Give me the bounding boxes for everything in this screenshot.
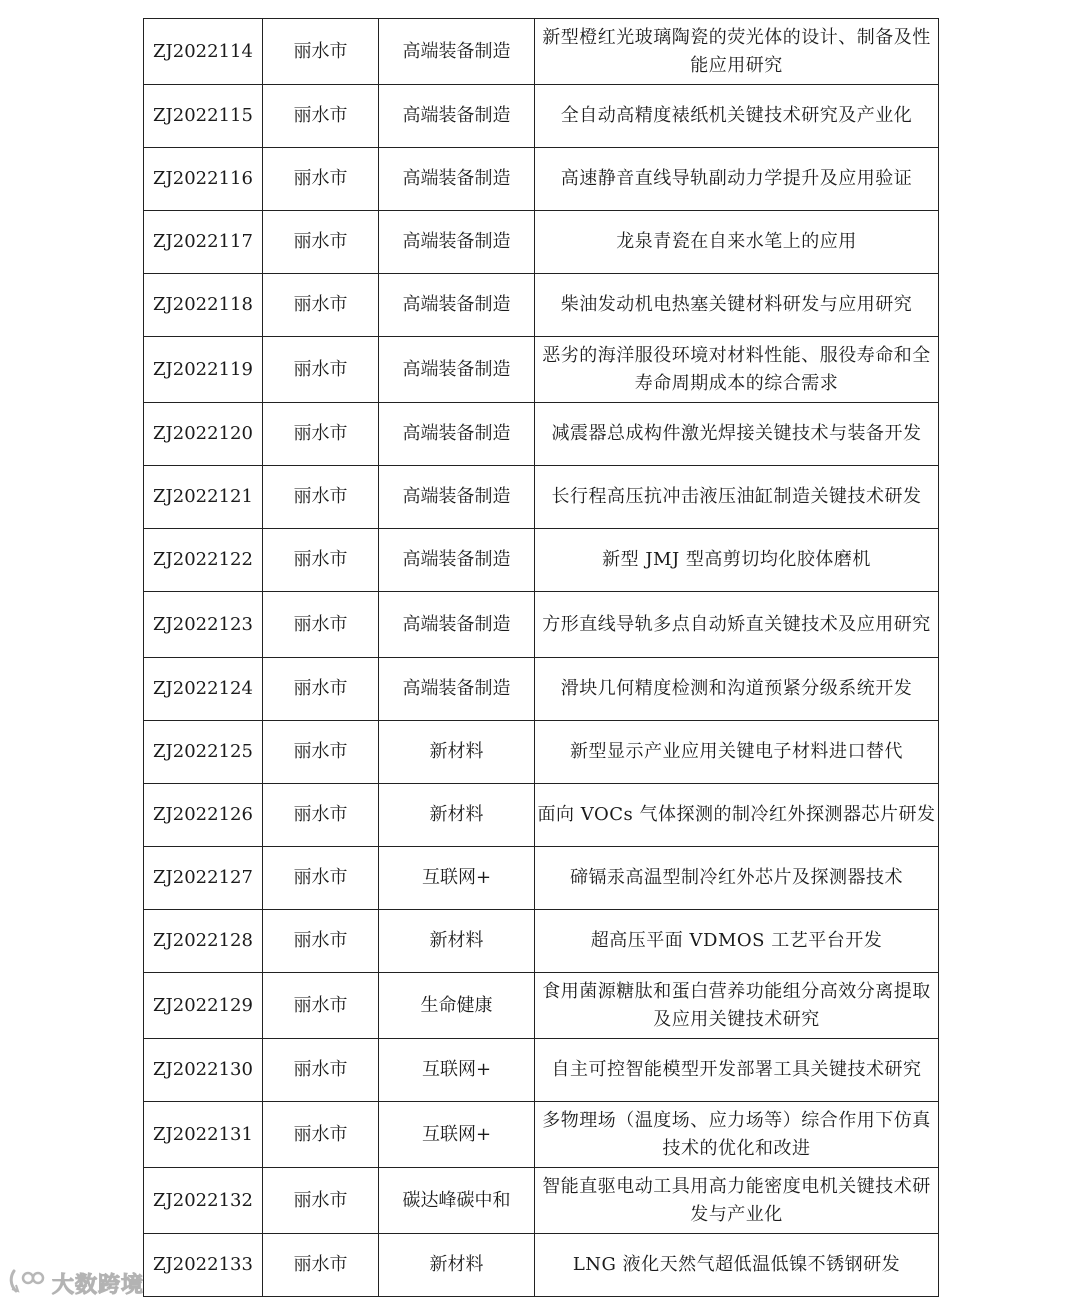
table-row: [144, 529, 939, 592]
project-id-cell: ZJ2022115: [144, 85, 263, 148]
project-id-cell: ZJ2022116: [144, 148, 263, 211]
project-id-cell: ZJ2022131: [144, 1102, 263, 1168]
project-title-cell: 高速静音直线导轨副动力学提升及应用验证: [535, 148, 939, 211]
project-id-cell: ZJ2022132: [144, 1168, 263, 1234]
field-cell: 新材料: [379, 721, 535, 784]
project-id-cell: ZJ2022126: [144, 784, 263, 847]
field-cell: 新材料: [379, 784, 535, 847]
city-cell: 丽水市: [263, 1039, 379, 1102]
project-title-cell: 新型橙红光玻璃陶瓷的荧光体的设计、制备及性能应用研究: [535, 19, 939, 85]
city-cell: 丽水市: [263, 1102, 379, 1168]
table-row: [144, 658, 939, 721]
project-id-cell: ZJ2022128: [144, 910, 263, 973]
city-cell: 丽水市: [263, 85, 379, 148]
field-cell: 互联网+: [379, 1102, 535, 1168]
project-title-cell: 长行程高压抗冲击液压油缸制造关键技术研发: [535, 466, 939, 529]
city-cell: 丽水市: [263, 973, 379, 1039]
project-title-cell: 新型显示产业应用关键电子材料进口替代: [535, 721, 939, 784]
city-cell: 丽水市: [263, 403, 379, 466]
project-id-cell: ZJ2022130: [144, 1039, 263, 1102]
project-title-cell: 滑块几何精度检测和沟道预紧分级系统开发: [535, 658, 939, 721]
project-title-cell: 方形直线导轨多点自动矫直关键技术及应用研究: [535, 592, 939, 658]
project-id-cell: ZJ2022117: [144, 211, 263, 274]
table-row: [144, 337, 939, 403]
field-cell: 碳达峰碳中和: [379, 1168, 535, 1234]
watermark-text: 大数跨境: [52, 1272, 145, 1298]
project-title-cell: 柴油发动机电热塞关键材料研发与应用研究: [535, 274, 939, 337]
table-row: [144, 85, 939, 148]
project-title-cell: 多物理场（温度场、应力场等）综合作用下仿真技术的优化和改进: [535, 1102, 939, 1168]
table-row: [144, 784, 939, 847]
field-cell: 高端装备制造: [379, 148, 535, 211]
field-cell: 高端装备制造: [379, 274, 535, 337]
project-title-cell: 全自动高精度裱纸机关键技术研究及产业化: [535, 85, 939, 148]
field-cell: 生命健康: [379, 973, 535, 1039]
table-row: [144, 211, 939, 274]
project-id-cell: ZJ2022127: [144, 847, 263, 910]
city-cell: 丽水市: [263, 337, 379, 403]
table-row: [144, 1039, 939, 1102]
table-row: [144, 1102, 939, 1168]
city-cell: 丽水市: [263, 19, 379, 85]
project-table-body: [144, 19, 939, 1297]
project-id-cell: ZJ2022121: [144, 466, 263, 529]
field-cell: 新材料: [379, 910, 535, 973]
city-cell: 丽水市: [263, 148, 379, 211]
field-cell: 高端装备制造: [379, 85, 535, 148]
project-title-cell: 龙泉青瓷在自来水笔上的应用: [535, 211, 939, 274]
project-id-cell: ZJ2022123: [144, 592, 263, 658]
project-id-cell: ZJ2022125: [144, 721, 263, 784]
field-cell: 高端装备制造: [379, 19, 535, 85]
field-cell: 高端装备制造: [379, 211, 535, 274]
city-cell: 丽水市: [263, 592, 379, 658]
city-cell: 丽水市: [263, 211, 379, 274]
project-title-cell: 减震器总成构件激光焊接关键技术与装备开发: [535, 403, 939, 466]
project-title-cell: 智能直驱电动工具用高力能密度电机关键技术研发与产业化: [535, 1168, 939, 1234]
project-id-cell: ZJ2022124: [144, 658, 263, 721]
project-table: [143, 18, 939, 1297]
table-row: [144, 19, 939, 85]
table-row: [144, 274, 939, 337]
table-row: [144, 403, 939, 466]
field-cell: 互联网+: [379, 847, 535, 910]
field-cell: 高端装备制造: [379, 466, 535, 529]
city-cell: 丽水市: [263, 1234, 379, 1297]
city-cell: 丽水市: [263, 910, 379, 973]
city-cell: 丽水市: [263, 658, 379, 721]
project-id-cell: ZJ2022118: [144, 274, 263, 337]
project-title-cell: 恶劣的海洋服役环境对材料性能、服役寿命和全寿命周期成本的综合需求: [535, 337, 939, 403]
city-cell: 丽水市: [263, 529, 379, 592]
field-cell: 高端装备制造: [379, 529, 535, 592]
project-title-cell: 新型 JMJ 型高剪切均化胶体磨机: [535, 529, 939, 592]
table-row: [144, 148, 939, 211]
project-id-cell: ZJ2022119: [144, 337, 263, 403]
project-title-cell: 自主可控智能模型开发部署工具关键技术研究: [535, 1039, 939, 1102]
table-row: [144, 721, 939, 784]
city-cell: 丽水市: [263, 466, 379, 529]
table-row: [144, 910, 939, 973]
project-title-cell: LNG 液化天然气超低温低镍不锈钢研发: [535, 1234, 939, 1297]
project-title-cell: 超高压平面 VDMOS 工艺平台开发: [535, 910, 939, 973]
project-title-cell: 碲镉汞高温型制冷红外芯片及探测器技术: [535, 847, 939, 910]
table-row: [144, 592, 939, 658]
city-cell: 丽水市: [263, 784, 379, 847]
field-cell: 高端装备制造: [379, 337, 535, 403]
project-id-cell: ZJ2022120: [144, 403, 263, 466]
field-cell: 高端装备制造: [379, 403, 535, 466]
field-cell: 互联网+: [379, 1039, 535, 1102]
city-cell: 丽水市: [263, 721, 379, 784]
table-row: [144, 973, 939, 1039]
project-id-cell: ZJ2022129: [144, 973, 263, 1039]
table-row: [144, 847, 939, 910]
project-id-cell: ZJ2022122: [144, 529, 263, 592]
city-cell: 丽水市: [263, 274, 379, 337]
project-id-cell: ZJ2022114: [144, 19, 263, 85]
field-cell: 新材料: [379, 1234, 535, 1297]
city-cell: 丽水市: [263, 847, 379, 910]
city-cell: 丽水市: [263, 1168, 379, 1234]
project-id-cell: ZJ2022133: [144, 1234, 263, 1297]
field-cell: 高端装备制造: [379, 658, 535, 721]
project-title-cell: 食用菌源糖肽和蛋白营养功能组分高效分离提取及应用关键技术研究: [535, 973, 939, 1039]
watermark: [8, 1266, 144, 1300]
table-row: [144, 1234, 939, 1297]
chain-logo-icon: [8, 1267, 48, 1299]
table-row: [144, 1168, 939, 1234]
field-cell: 高端装备制造: [379, 592, 535, 658]
table-row: [144, 466, 939, 529]
project-title-cell: 面向 VOCs 气体探测的制冷红外探测器芯片研发: [535, 784, 939, 847]
